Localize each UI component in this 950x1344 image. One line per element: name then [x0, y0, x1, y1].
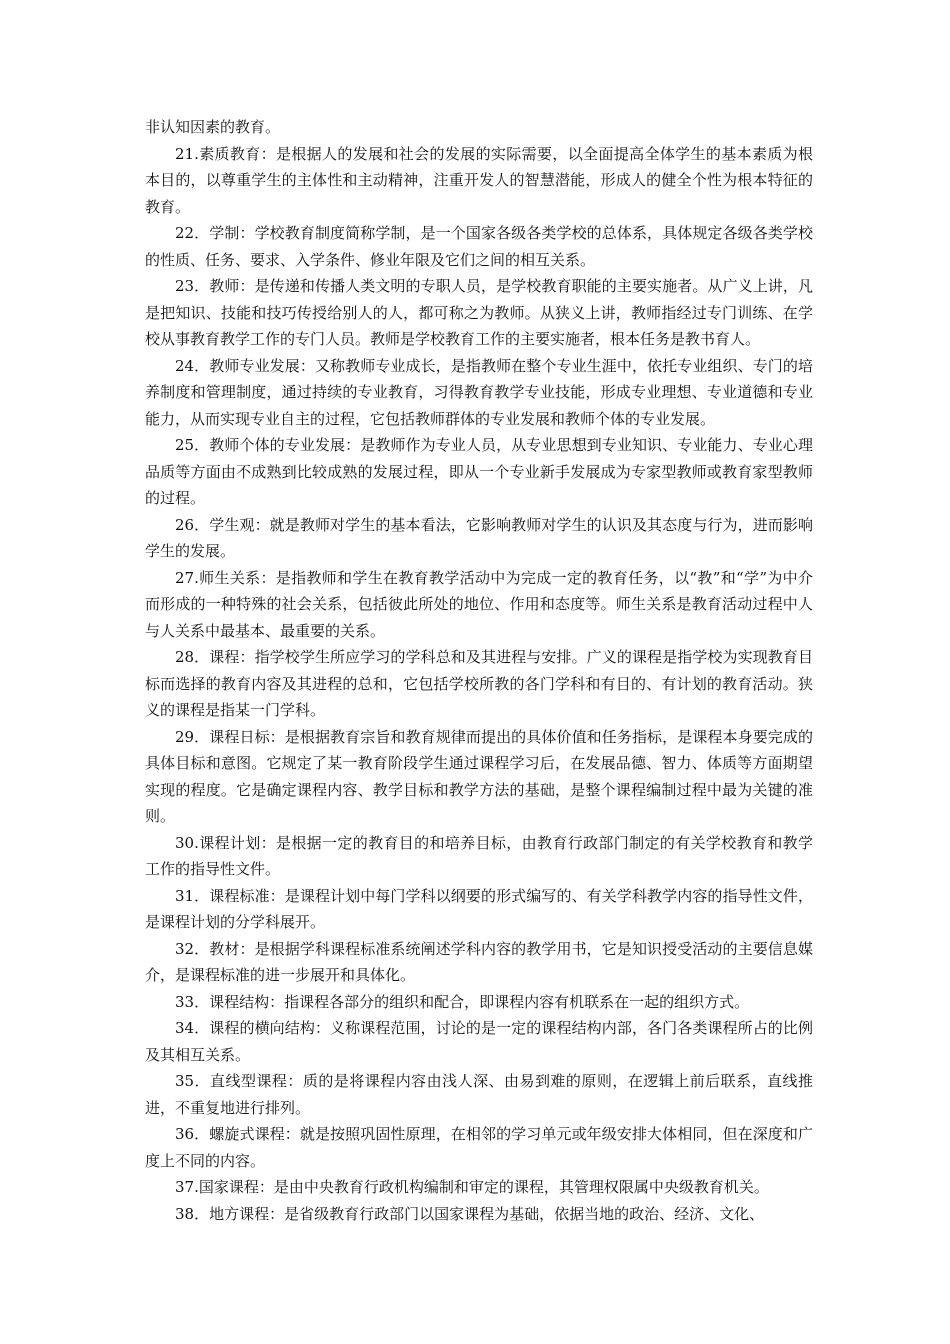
paragraph: 38．地方课程：是省级教育行政部门以国家课程为基础，依据当地的政治、经济、文化、: [175, 1204, 765, 1223]
paragraph: 24．教师专业发展：又称教师专业成长，是指教师在整个专业生涯中，依托专业组织、专门的培养制度和管理制度，通过持续的专业教育，习得教育教学专业技能，形成专业理想、专业道德和专业能力，从而实现专业自主的过程，它包括教师群体的专业发展和教师个体的专业发展。: [145, 356, 813, 428]
paragraph: 22．学制：学校教育制度简称学制，是一个国家各级各类学校的总体系，具体规定各级各类学校的性质、任务、要求、入学条件、修业年限及它们之间的相互关系。: [145, 224, 813, 269]
paragraph: 35．直线型课程：质的是将课程内容由浅人深、由易到难的原则，在逻辑上前后联系，直线推进，不重复地进行排列。: [145, 1072, 813, 1117]
paragraph: 32．教材：是根据学科课程标准系统阐述学科内容的教学用书，它是知识授受活动的主要信息媒介，是课程标准的进一步展开和具体化。: [145, 939, 813, 984]
paragraph: 21.素质教育：是根据人的发展和社会的发展的实际需要，以全面提高全体学生的基本素质为根本目的，以尊重学生的主体性和主动精神，注重开发人的智慧潜能，形成人的健全个性为根本特征的教育。: [145, 144, 813, 216]
paragraph: 33．课程结构：指课程各部分的组织和配合，即课程内容有机联系在一起的组织方式。: [175, 992, 750, 1011]
document-body: [145, 114, 813, 1227]
paragraph: 23．教师：是传递和传播人类文明的专职人员，是学校教育职能的主要实施者。从广义上讲，凡是把知识、技能和技巧传授给别人的人，都可称之为教师。从狭义上讲，教师指经过专门训练、在学校从事教育教学工作的专门人员。教师是学校教育工作的主要实施者，根本任务是教书育人。: [145, 277, 813, 348]
paragraph: 27.师生关系：是指教师和学生在教育教学活动中为完成一定的教育任务，以“教”和“学”为中介而形成的一种特殊的社会关系，包括彼此所处的地位、作用和态度等。师生关系是教育活动过程中人与人关系中最基本、最重要的关系。: [145, 568, 813, 640]
paragraph: 25．教师个体的专业发展：是教师作为专业人员，从专业思想到专业知识、专业能力、专业心理品质等方面由不成熟到比较成熟的发展过程，即从一个专业新手发展成为专家型教师或教育家型教师的过程。: [145, 436, 813, 507]
paragraph: 29．课程日标：是根据教育宗旨和教育规律而提出的具体价值和任务指标，是课程本身要完成的具体目标和意图。它规定了某一教育阶段学生通过课程学习后，在发展品德、智力、体质等方面期望实现的程度。它是确定课程内容、教学目标和教学方法的基础，是整个课程编制过程中最为关键的准则。: [145, 727, 813, 825]
paragraph: 36．螺旋式课程：就是按照巩固性原理，在相邻的学习单元或年级安排大体相同，但在深度和广度上不同的内容。: [145, 1125, 813, 1170]
paragraph: 30.课程计划：是根据一定的教育目的和培养目标，由教育行政部门制定的有关学校教育和教学工作的指导性文件。: [145, 833, 813, 878]
paragraph: 31．课程标准：是课程计划中每门学科以纲要的形式编写的、有关学科教学内容的指导性文件，是课程计划的分学科展开。: [145, 886, 813, 931]
paragraph: 26．学生观：就是教师对学生的基本看法，它影响教师对学生的认识及其态度与行为，进而影响学生的发展。: [145, 515, 813, 560]
paragraph: 非认知因素的教育。: [145, 118, 281, 136]
paragraph: 28．课程：指学校学生所应学习的学科总和及其进程与安排。广义的课程是指学校为实现教育目标而选择的教育内容及其进程的总和，它包括学校所教的各门学科和有目的、有计划的教育活动。狭义的课程是指某一门学科。: [145, 648, 813, 719]
paragraph: 37.国家课程：是由中央教育行政机构编制和审定的课程，其管理权限属中央级教育机关。: [175, 1178, 769, 1196]
paragraph: 34．课程的横向结构：义称课程范围，讨论的是一定的课程结构内部，各门各类课程所占的比例及其相互关系。: [145, 1019, 813, 1064]
